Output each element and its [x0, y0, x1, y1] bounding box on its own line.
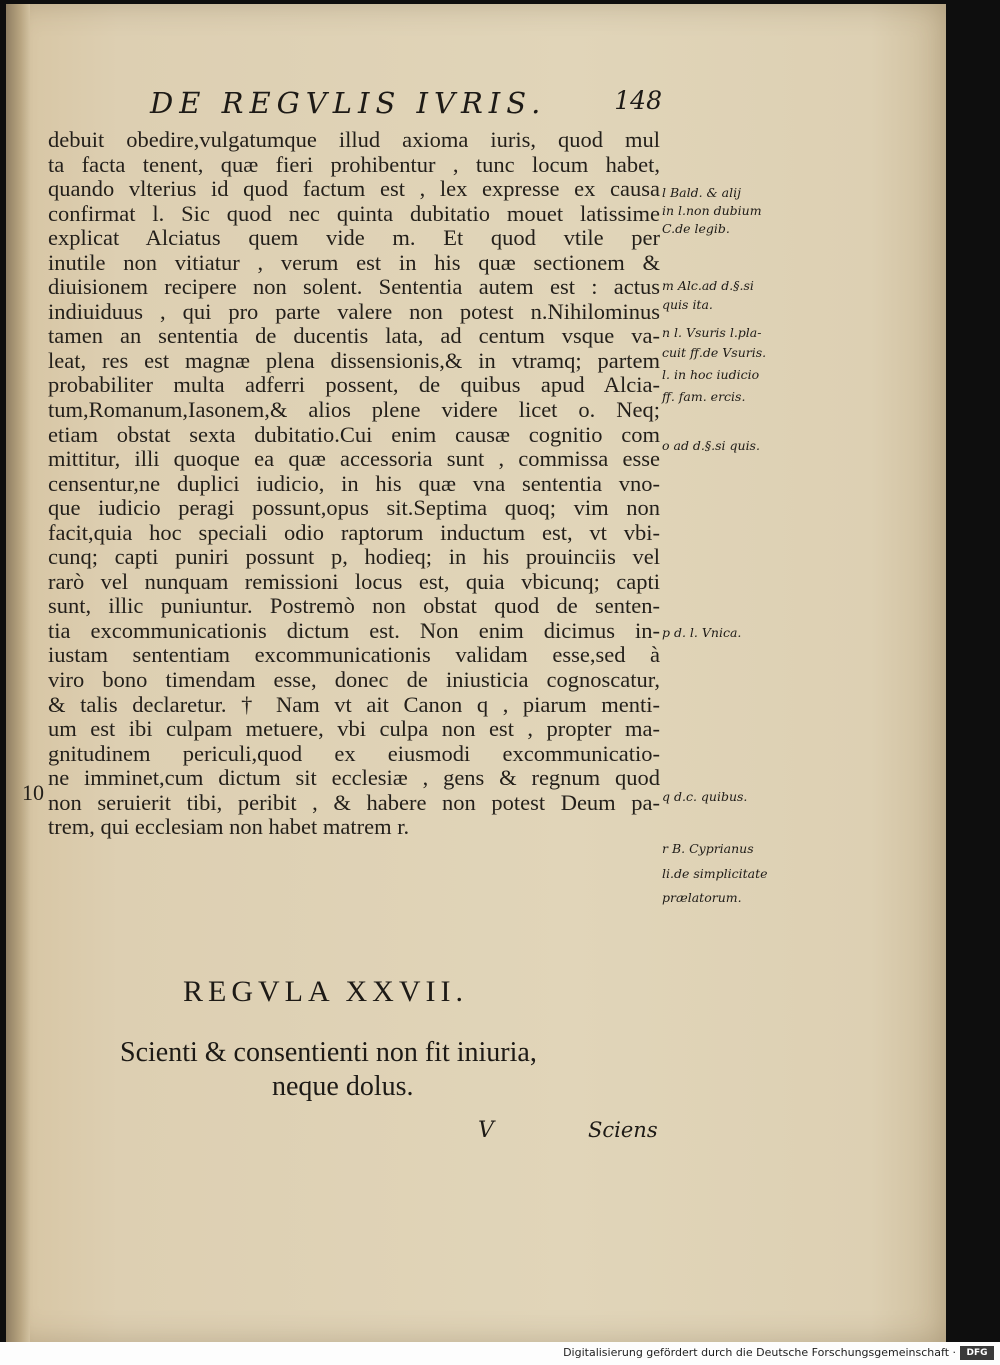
text-line: indiuiduus , qui pro parte valere non potest n.Nihilominus	[48, 298, 660, 324]
margin-note: q d.c. quibus.	[662, 789, 748, 804]
margin-note: o ad d.§.si quis.	[662, 438, 760, 453]
margin-note: p d. l. Vnica.	[662, 625, 742, 640]
margin-note: C.de legib.	[662, 221, 730, 236]
text-line: viro bono timendam esse, donec de iniusticia cognoscatur,	[48, 667, 660, 693]
text-line: ne imminet,cum dictum sit ecclesiæ , gens & regnum quod	[48, 765, 660, 791]
text-line: sunt, illic puniuntur. Postremò non obstat quod de senten-	[48, 593, 660, 619]
text-line: inutile non vitiatur , verum est in his quæ sectionem &	[48, 249, 660, 275]
text-line: explicat Alciatus quem vide m. Et quod vtile per	[48, 225, 660, 251]
text-line: censentur,ne duplici iudicio, in his quæ vna sententia vno-	[48, 470, 660, 496]
page-header	[150, 86, 670, 126]
text-line: rarò vel nunquam remissioni locus est, quia vbicunq; capti	[48, 568, 660, 594]
signature-mark: V	[478, 1118, 494, 1143]
body-text	[48, 128, 660, 840]
text-line: probabiliter multa adferri possent, de quibus apud Alcia-	[48, 372, 660, 398]
text-line: gnitudinem periculi,quod ex eiusmodi excommunicatio-	[48, 740, 660, 766]
text-line: debuit obedire,vulgatumque illud axioma iuris, quod mul	[48, 127, 660, 152]
margin-note: li.de simplicitate	[662, 866, 768, 881]
rule-heading: REGVLA XXVII.	[183, 975, 468, 1008]
text-line: ta facta tenent, quæ fieri prohibentur , tunc locum habet,	[48, 151, 660, 177]
text-line: diuisionem recipere non solent. Sententia autem est : actus	[48, 274, 660, 300]
running-head: DE REGVLIS IVRIS.	[150, 86, 547, 120]
footer-credit: Digitalisierung gefördert durch die Deutsche Forschungsgemeinschaft ·	[563, 1346, 956, 1359]
margin-note: in l.non dubium	[662, 203, 762, 218]
margin-note: r B. Cyprianus	[662, 841, 754, 856]
line-number-marker: 10	[22, 780, 44, 805]
text-line: iustam sententiam excommunicationis validam esse,sed à	[48, 642, 660, 668]
margin-note: m Alc.ad d.§.si	[662, 278, 754, 293]
digitization-footer	[0, 1342, 1000, 1365]
text-line: & talis declaretur. † Nam vt ait Canon q , piarum menti-	[48, 691, 660, 717]
text-line: tia excommunicationis dictum est. Non enim dicimus in-	[48, 617, 660, 643]
margin-note: ff. fam. ercis.	[662, 389, 746, 404]
text-line: trem, qui ecclesiam non habet matrem r.	[48, 814, 410, 840]
margin-note: l. in hoc iudicio	[662, 367, 760, 382]
page-number: 148	[614, 86, 662, 115]
text-line: etiam obstat sexta dubitatio.Cui enim causæ cognitio com	[48, 421, 660, 447]
catchword: Sciens	[588, 1118, 658, 1142]
text-line: non seruierit tibi, peribit , & habere non potest Deum pa-	[48, 789, 660, 815]
text-line: que iudicio peragi possunt,opus sit.Septima quoq; vim non	[48, 495, 660, 521]
margin-note: cuit ff.de Vsuris.	[662, 345, 767, 360]
text-line: um est ibi culpam metuere, vbi culpa non est , propter ma-	[48, 716, 660, 742]
page-edge-shadow	[6, 4, 30, 1342]
rule-text-line: neque dolus.	[272, 1071, 414, 1102]
rule-text	[120, 1036, 640, 1104]
margin-note: n l. Vsuris l.pla-	[662, 325, 762, 340]
text-line: leat, res est magnæ plena dissensionis,& in vtramq; partem	[48, 347, 660, 373]
text-line: confirmat l. Sic quod nec quinta dubitatio mouet latissime	[48, 200, 660, 226]
text-line: facit,quia hoc speciali odio raptorum inductum est, vt vbi-	[48, 519, 660, 545]
margin-note: l Bald. & alij	[662, 185, 741, 200]
dfg-logo: DFG	[960, 1346, 994, 1360]
text-line: cunq; capti puniri possunt p, hodieq; in his prouinciis vel	[48, 544, 660, 570]
text-line: mittitur, illi quoque ea quæ accessoria sunt , commissa esse	[48, 446, 660, 472]
margin-note: prælatorum.	[662, 890, 742, 905]
rule-text-line: Scienti & consentienti non fit iniuria,	[120, 1037, 537, 1068]
text-line: tamen an sententia de ducentis lata, ad centum vsque va-	[48, 323, 660, 349]
text-line: quando vlterius id quod factum est , lex expresse ex causa	[48, 176, 660, 202]
margin-note: quis ita.	[662, 297, 713, 312]
text-line: tum,Romanum,Iasonem,& alios plene videre licet o. Neq;	[48, 397, 660, 423]
